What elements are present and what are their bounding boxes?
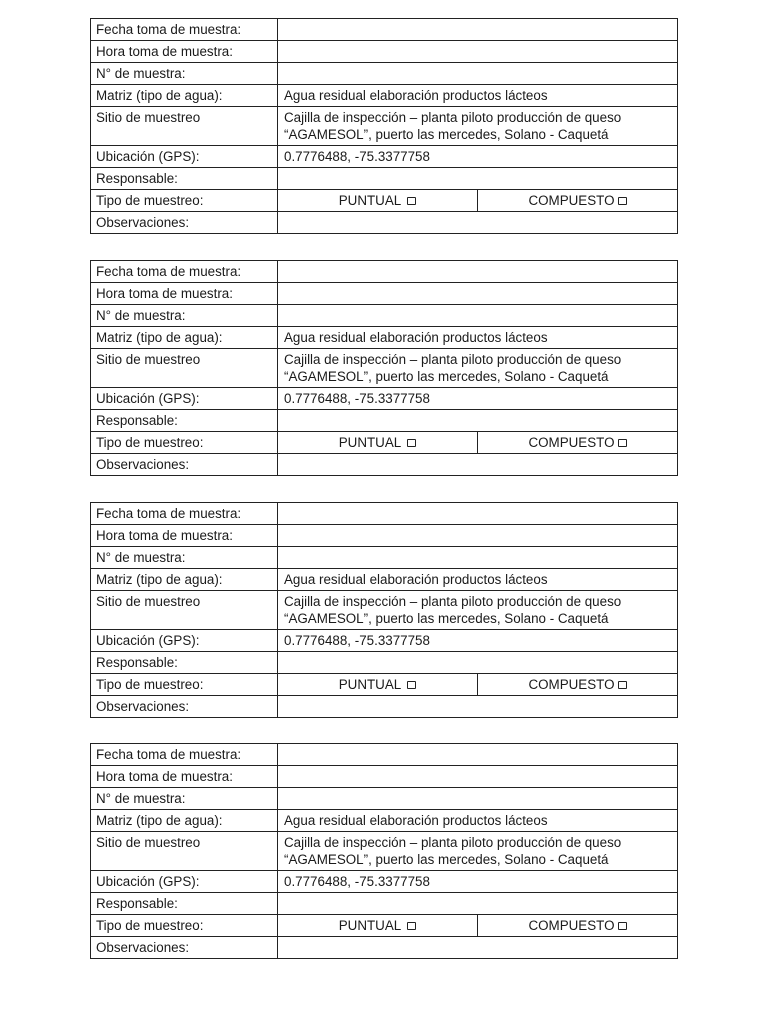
responsable-label: Responsable: [91,893,278,915]
row-responsable [91,168,678,190]
row-fecha [91,503,678,525]
numero-field[interactable] [278,63,678,85]
numero-label: N° de muestra: [91,547,278,569]
numero-field[interactable] [278,547,678,569]
row-matriz [91,85,678,107]
row-numero [91,63,678,85]
ubicacion-value: 0.7776488, -75.3377758 [278,630,678,652]
sample-form-table [90,260,678,476]
row-numero [91,788,678,810]
puntual-option[interactable] [278,674,478,696]
sitio-value-line-1: Cajilla de inspección – planta piloto producción de queso [284,835,622,850]
sitio-value [278,107,678,146]
compuesto-label: COMPUESTO [528,677,615,692]
numero-label: N° de muestra: [91,788,278,810]
row-hora [91,766,678,788]
hora-field[interactable] [278,283,678,305]
ubicacion-label: Ubicación (GPS): [91,871,278,893]
responsable-field[interactable] [278,410,678,432]
fecha-label: Fecha toma de muestra: [91,261,278,283]
hora-field[interactable] [278,41,678,63]
matriz-label: Matriz (tipo de agua): [91,810,278,832]
matriz-value: Agua residual elaboración productos lácteos [278,810,678,832]
compuesto-option[interactable] [478,190,678,212]
row-tipo [91,915,678,937]
row-fecha [91,744,678,766]
sample-form-table [90,743,678,959]
hora-label: Hora toma de muestra: [91,525,278,547]
responsable-field[interactable] [278,168,678,190]
sitio-value-line-1: Cajilla de inspección – planta piloto producción de queso [284,352,622,367]
row-sitio [91,349,678,388]
row-numero [91,305,678,327]
responsable-label: Responsable: [91,168,278,190]
observaciones-label: Observaciones: [91,212,278,234]
row-tipo [91,190,678,212]
puntual-checkbox-icon[interactable] [407,922,416,930]
fecha-field[interactable] [278,503,678,525]
sitio-value-line-2: “AGAMESOL”, puerto las mercedes, Solano - Caquetá [284,611,609,626]
observaciones-field[interactable] [278,454,678,476]
puntual-option[interactable] [278,190,478,212]
observaciones-field[interactable] [278,937,678,959]
row-responsable [91,652,678,674]
puntual-option[interactable] [278,432,478,454]
puntual-checkbox-icon[interactable] [407,681,416,689]
sitio-value [278,832,678,871]
fecha-label: Fecha toma de muestra: [91,19,278,41]
sample-form-table [90,18,678,234]
row-matriz [91,327,678,349]
observaciones-label: Observaciones: [91,937,278,959]
row-tipo [91,674,678,696]
compuesto-label: COMPUESTO [528,918,615,933]
sitio-label: Sitio de muestreo [91,107,278,146]
matriz-label: Matriz (tipo de agua): [91,569,278,591]
row-observaciones [91,454,678,476]
row-fecha [91,19,678,41]
matriz-value: Agua residual elaboración productos lácteos [278,327,678,349]
responsable-field[interactable] [278,652,678,674]
hora-field[interactable] [278,766,678,788]
sitio-value-line-2: “AGAMESOL”, puerto las mercedes, Solano - Caquetá [284,369,609,384]
compuesto-checkbox-icon[interactable] [618,922,627,930]
row-responsable [91,410,678,432]
row-sitio [91,832,678,871]
ubicacion-value: 0.7776488, -75.3377758 [278,871,678,893]
matriz-label: Matriz (tipo de agua): [91,327,278,349]
row-tipo [91,432,678,454]
observaciones-field[interactable] [278,696,678,718]
sitio-value [278,591,678,630]
sitio-value-line-1: Cajilla de inspección – planta piloto producción de queso [284,110,622,125]
compuesto-option[interactable] [478,915,678,937]
compuesto-checkbox-icon[interactable] [618,197,627,205]
sitio-value-line-2: “AGAMESOL”, puerto las mercedes, Solano - Caquetá [284,127,609,142]
fecha-label: Fecha toma de muestra: [91,503,278,525]
responsable-label: Responsable: [91,410,278,432]
tipo-label: Tipo de muestreo: [91,190,278,212]
observaciones-label: Observaciones: [91,696,278,718]
fecha-label: Fecha toma de muestra: [91,744,278,766]
fecha-field[interactable] [278,261,678,283]
row-ubicacion [91,388,678,410]
compuesto-checkbox-icon[interactable] [618,681,627,689]
numero-field[interactable] [278,788,678,810]
row-hora [91,41,678,63]
sitio-label: Sitio de muestreo [91,349,278,388]
puntual-checkbox-icon[interactable] [407,439,416,447]
hora-label: Hora toma de muestra: [91,283,278,305]
ubicacion-label: Ubicación (GPS): [91,146,278,168]
hora-label: Hora toma de muestra: [91,41,278,63]
row-ubicacion [91,146,678,168]
sample-form-3 [90,502,678,718]
row-observaciones [91,696,678,718]
row-hora [91,525,678,547]
tipo-label: Tipo de muestreo: [91,432,278,454]
fecha-field[interactable] [278,19,678,41]
row-observaciones [91,212,678,234]
ubicacion-label: Ubicación (GPS): [91,388,278,410]
puntual-label: PUNTUAL [338,918,402,933]
hora-label: Hora toma de muestra: [91,766,278,788]
row-ubicacion [91,871,678,893]
compuesto-option[interactable] [478,674,678,696]
row-fecha [91,261,678,283]
row-matriz [91,569,678,591]
tipo-label: Tipo de muestreo: [91,674,278,696]
compuesto-option[interactable] [478,432,678,454]
puntual-label: PUNTUAL [338,193,402,208]
row-numero [91,547,678,569]
responsable-field[interactable] [278,893,678,915]
row-responsable [91,893,678,915]
sitio-value [278,349,678,388]
matriz-label: Matriz (tipo de agua): [91,85,278,107]
row-ubicacion [91,630,678,652]
ubicacion-value: 0.7776488, -75.3377758 [278,146,678,168]
hora-field[interactable] [278,525,678,547]
ubicacion-value: 0.7776488, -75.3377758 [278,388,678,410]
row-observaciones [91,937,678,959]
sitio-value-line-2: “AGAMESOL”, puerto las mercedes, Solano - Caquetá [284,852,609,867]
compuesto-label: COMPUESTO [528,193,615,208]
numero-label: N° de muestra: [91,305,278,327]
ubicacion-label: Ubicación (GPS): [91,630,278,652]
matriz-value: Agua residual elaboración productos lácteos [278,85,678,107]
puntual-label: PUNTUAL [338,435,402,450]
sitio-label: Sitio de muestreo [91,832,278,871]
sample-form-table [90,502,678,718]
observaciones-label: Observaciones: [91,454,278,476]
row-sitio [91,591,678,630]
puntual-label: PUNTUAL [338,677,402,692]
numero-label: N° de muestra: [91,63,278,85]
observaciones-field[interactable] [278,212,678,234]
row-sitio [91,107,678,146]
puntual-option[interactable] [278,915,478,937]
row-hora [91,283,678,305]
row-matriz [91,810,678,832]
sitio-label: Sitio de muestreo [91,591,278,630]
fecha-field[interactable] [278,744,678,766]
sample-form-1 [90,18,678,234]
sample-form-4 [90,743,678,959]
puntual-checkbox-icon[interactable] [407,197,416,205]
compuesto-checkbox-icon[interactable] [618,439,627,447]
numero-field[interactable] [278,305,678,327]
responsable-label: Responsable: [91,652,278,674]
sitio-value-line-1: Cajilla de inspección – planta piloto producción de queso [284,594,622,609]
matriz-value: Agua residual elaboración productos lácteos [278,569,678,591]
tipo-label: Tipo de muestreo: [91,915,278,937]
compuesto-label: COMPUESTO [528,435,615,450]
sample-form-2 [90,260,678,476]
